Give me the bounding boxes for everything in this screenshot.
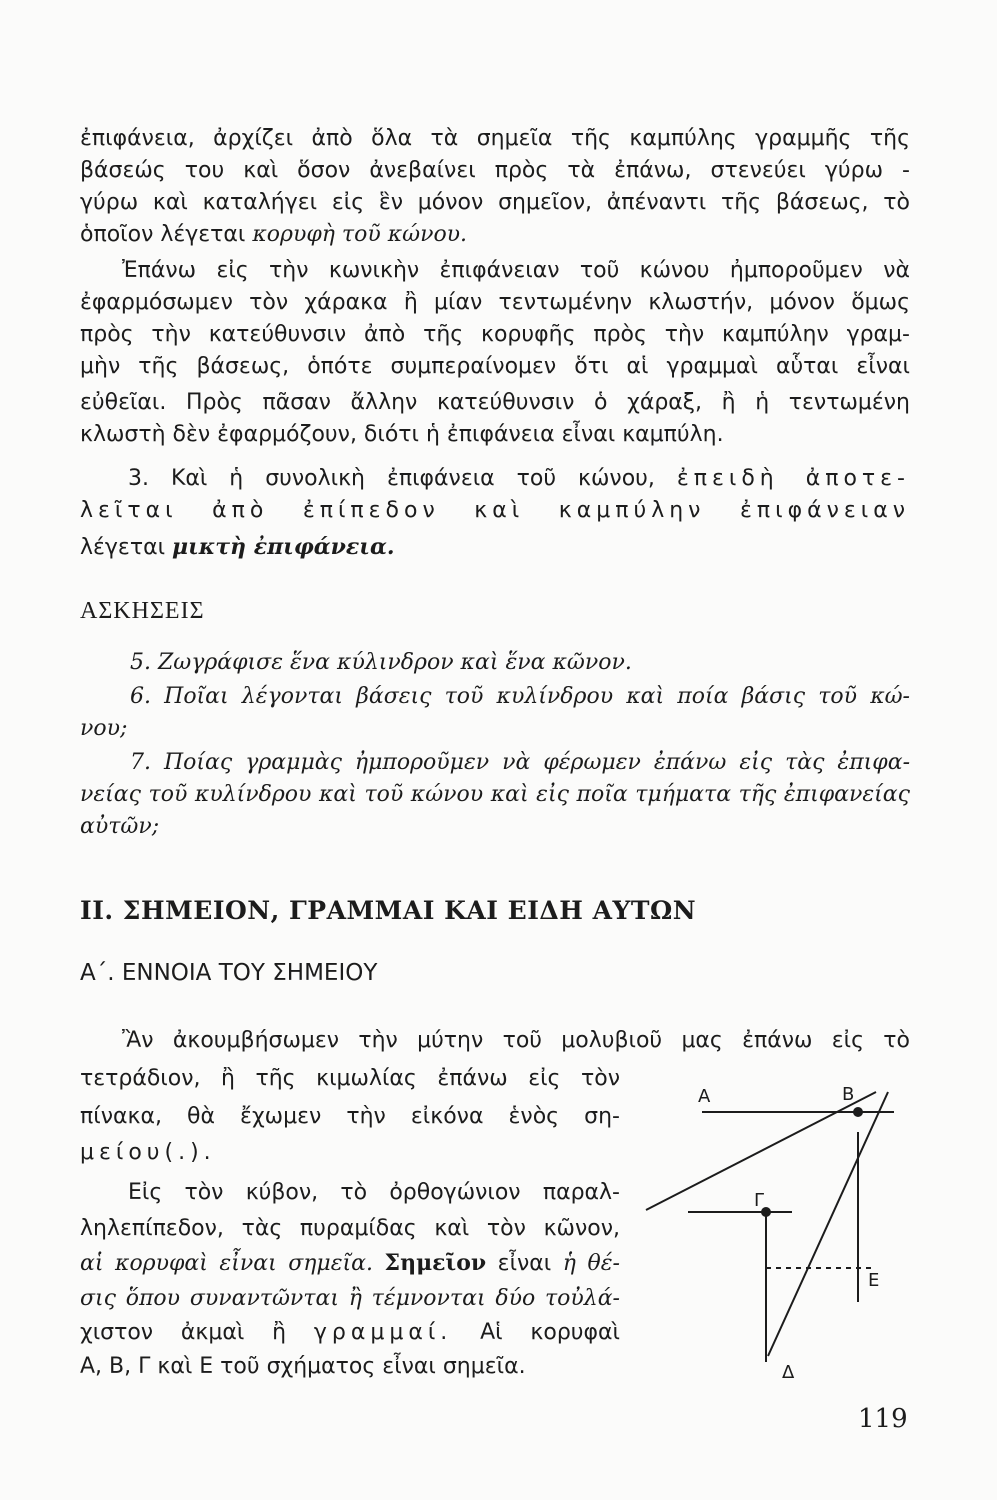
text-line: γύρω καὶ καταλήγει εἰς ἓν μόνον σημεῖον, ἀπέναντι τῆς βάσεως, τὸ: [80, 190, 910, 215]
term-mixed-surface: μικτὴ ἐπιφάνεια.: [172, 534, 395, 560]
text-span: λέγεται: [80, 535, 173, 560]
text-line: βάσεώς του καὶ ὅσον ἀνεβαίνει πρὸς τὰ ἐπάνω, στενεύει γύρω -: [80, 158, 910, 183]
label-a: Α: [698, 1086, 711, 1107]
text-line: Ἂν ἀκουμβήσωμεν τὴν μύτην τοῦ μολυβιοῦ μας ἐπάνω εἰς τὸ: [122, 1028, 910, 1053]
text-line: Ἐπάνω εἰς τὴν κωνικὴν ἐπιφάνειαν τοῦ κώνου ἠμποροῦμεν νὰ: [122, 258, 910, 283]
text-line: Εἰς τὸν κύβον, τὸ ὀρθογώνιον παραλ-: [128, 1180, 620, 1205]
text-line: λεῖται ἀπὸ ἐπίπεδον καὶ καμπύλην ἐπιφάνειαν: [80, 498, 910, 523]
text-line: [80, 532, 910, 563]
text-line: [80, 1248, 620, 1279]
exercise-item: αὐτῶν;: [80, 814, 160, 839]
exercise-item: 6. Ποῖαι λέγονται βάσεις τοῦ κυλίνδρου καὶ ποία βάσις τοῦ κώ-: [130, 684, 910, 709]
section-title: Α΄. ΕΝΝΟΙΑ ΤΟΥ ΣΗΜΕΙΟΥ: [80, 960, 378, 986]
text-line: ληλεπίπεδον, τὰς πυραμίδας καὶ τὸν κῶνον,: [80, 1216, 620, 1241]
label-d: Δ: [782, 1362, 795, 1383]
chapter-title: II. ΣΗΜΕΙΟΝ, ΓΡΑΜΜΑΙ ΚΑΙ ΕΙΔΗ ΑΥΤΩΝ: [80, 896, 697, 925]
text-line: μὴν τῆς βάσεως, ὁπότε συμπεραίνομεν ὅτι αἱ γραμμαὶ αὗται εἶναι: [80, 354, 910, 379]
point-b-dot: [853, 1107, 863, 1117]
figure-slanted-line: [768, 1092, 888, 1356]
text-span: 3. Καὶ ἡ συνολικὴ ἐπιφάνεια τοῦ κώνου,: [128, 466, 677, 491]
text-line: εὐθεῖαι. Πρὸς πᾶσαν ἄλλην κατεύθυνσιν ὁ χάραξ, ἢ ἡ τεντωμένη: [80, 390, 910, 415]
spaced-text: ἐπειδὴ ἀποτε-: [676, 466, 910, 491]
exercise-item: 5. Ζωγράφισε ἕνα κύλινδρον καὶ ἕνα κῶνον.: [130, 650, 632, 675]
text-line: πρὸς τὴν κατεύθυνσιν ἀπὸ τῆς κορυφῆς πρὸς τὴν καμπύλην γραμ-: [80, 322, 910, 347]
text-line: [80, 1318, 620, 1348]
label-g: Γ: [754, 1190, 765, 1211]
spaced-text: γραμμαί.: [313, 1320, 453, 1345]
label-e: Ε: [868, 1270, 880, 1291]
text-line: πίνακα, θὰ ἔχωμεν τὴν εἰκόνα ἑνὸς ση-: [80, 1104, 620, 1129]
text-line: μείου(.).: [80, 1140, 216, 1165]
exercise-item: 7. Ποίας γραμμὰς ἠμποροῦμεν νὰ φέρωμεν ἐπάνω εἰς τὰς ἐπιφα-: [130, 750, 910, 775]
text-span: ὁποῖον λέγεται: [80, 222, 253, 247]
page-number: 119: [858, 1404, 908, 1434]
text-line: ἐπιφάνεια, ἀρχίζει ἀπὸ ὅλα τὰ σημεῖα τῆς καμπύλης γραμμῆς τῆς: [80, 126, 910, 151]
text-line: [80, 220, 910, 250]
exercise-item: νου;: [80, 716, 128, 741]
text-line: Α, Β, Γ καὶ Ε τοῦ σχήματος εἶναι σημεῖα.: [80, 1354, 526, 1379]
term-point: Σημεῖον: [384, 1250, 487, 1276]
points-figure: [632, 1072, 922, 1392]
text-line: κλωστὴ δὲν ἐφαρμόζουν, διότι ἡ ἐπιφάνεια εἶναι καμπύλη.: [80, 422, 724, 447]
text-span: Αἱ κορυφαὶ: [452, 1320, 620, 1345]
text-span: ἡ θέ-: [562, 1251, 620, 1276]
text-span: χιστον ἀκμαὶ ἢ: [80, 1320, 314, 1345]
text-span: εἶναι: [486, 1251, 563, 1276]
text-line: ἐφαρμόσωμεν τὸν χάρακα ἢ μίαν τεντωμένην κλωστήν, μόνον ὅμως: [80, 290, 910, 315]
text-line: [128, 464, 910, 494]
text-span: αἱ κορυφαὶ εἶναι σημεῖα.: [80, 1251, 385, 1276]
exercise-item: νείας τοῦ κυλίνδρου καὶ τοῦ κώνου καὶ εἰς ποῖα τμήματα τῆς ἐπιφανείας: [80, 782, 910, 807]
label-b: Β: [842, 1084, 855, 1105]
exercises-heading: ΑΣΚΗΣΕΙΣ: [80, 598, 205, 624]
term-cone-apex: κορυφὴ τοῦ κώνου.: [252, 222, 468, 247]
text-line: τετράδιον, ἢ τῆς κιμωλίας ἐπάνω εἰς τὸν: [80, 1066, 620, 1091]
text-line: σις ὅπου συναντῶνται ἢ τέμνονται δύο τοὐλά-: [80, 1286, 620, 1311]
